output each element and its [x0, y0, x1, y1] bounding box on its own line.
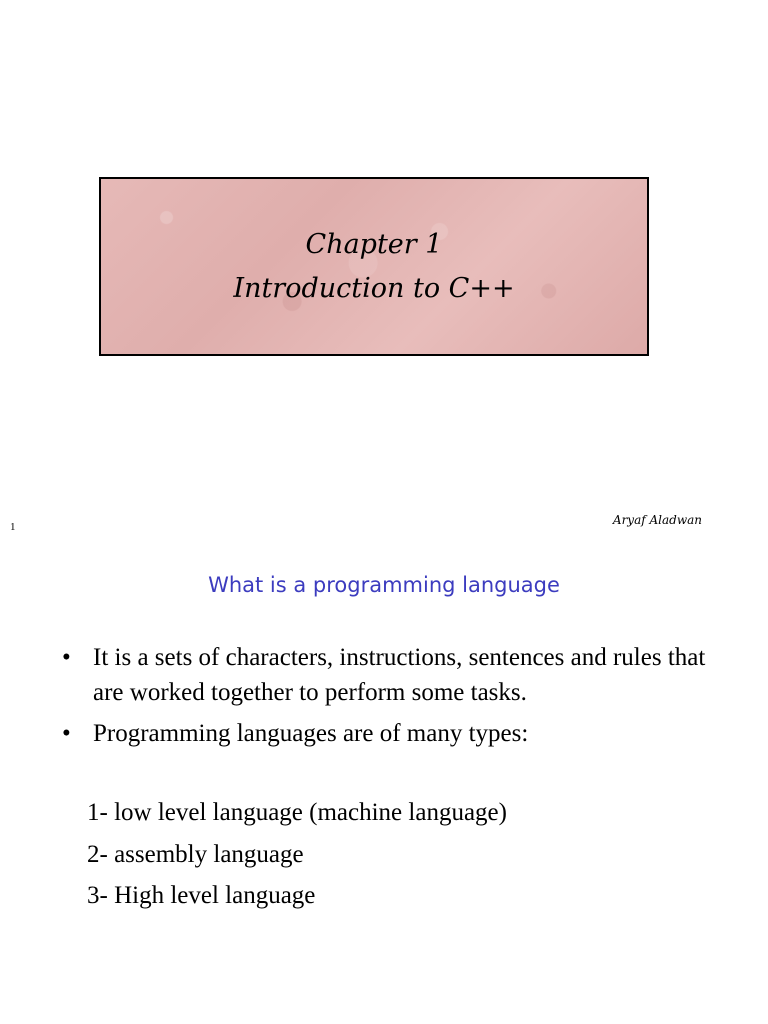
- language-type-item: 2- assembly language: [87, 840, 304, 868]
- bullet-icon: •: [62, 720, 71, 747]
- bullet-list: [62, 640, 722, 757]
- language-type-item: 3- High level language: [87, 882, 316, 909]
- language-type-list: [87, 792, 507, 917]
- list-item: [62, 640, 722, 710]
- language-type-item: 1- low level language (machine language): [87, 799, 507, 826]
- list-item: [62, 716, 722, 751]
- bullet-text: Programming languages are of many types:: [93, 720, 529, 747]
- section-heading: What is a programming language: [208, 573, 560, 597]
- bullet-icon: •: [62, 644, 71, 671]
- bullet-text: It is a sets of characters, instructions, sentences and rules that are worked together to perform some tasks.: [93, 644, 706, 706]
- chapter-number: Chapter 1: [305, 228, 443, 260]
- page-number: 1: [10, 521, 16, 533]
- chapter-title: Introduction to C++: [233, 272, 515, 304]
- author-name: Aryaf Aladwan: [612, 513, 702, 527]
- chapter-title-box: [99, 177, 649, 356]
